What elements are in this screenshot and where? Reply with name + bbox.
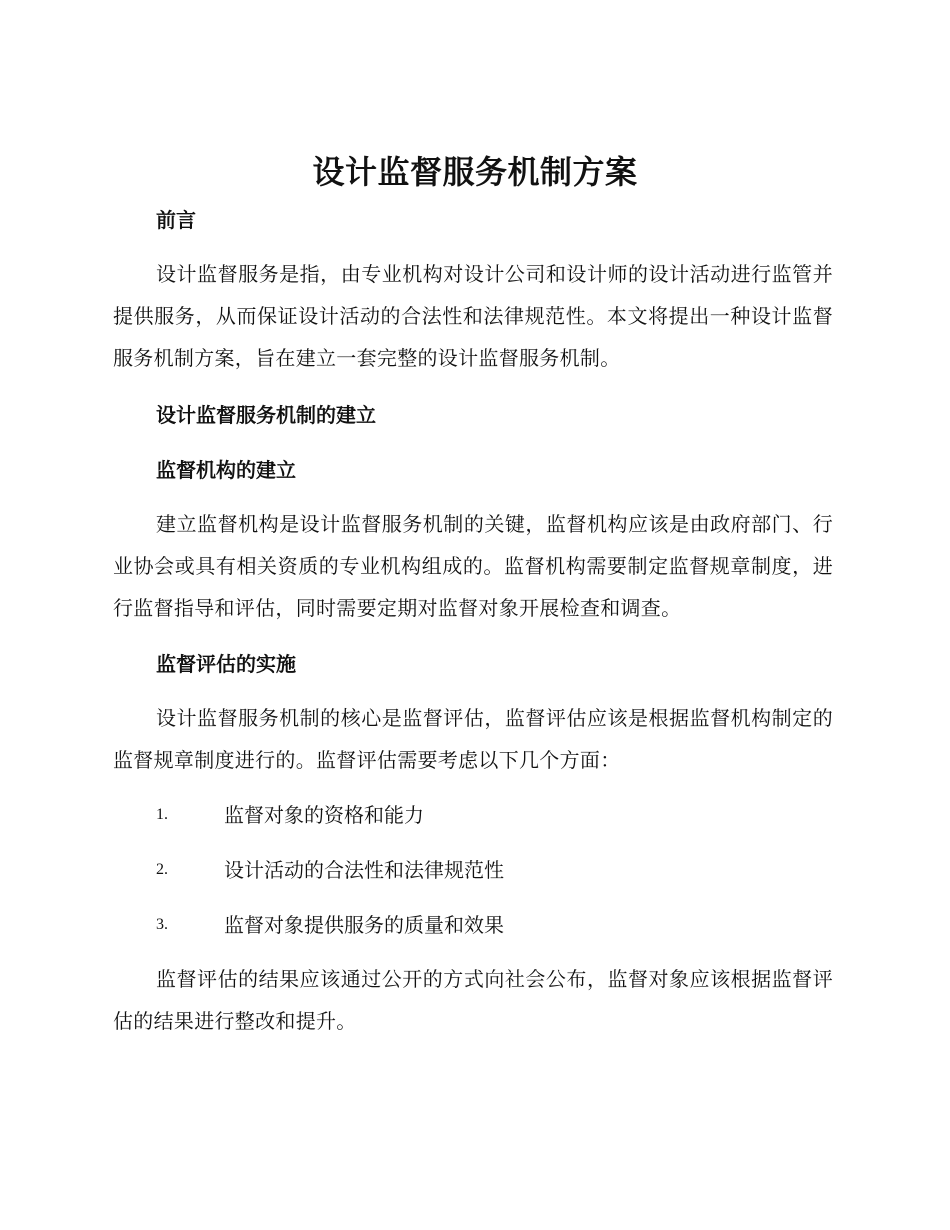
heading-evaluation: 监督评估的实施 xyxy=(156,652,296,676)
paragraph-evaluation: 设计监督服务机制的核心是监督评估，监督评估应该是根据监督机构制定的监督规章制度进行的。监督评估需要考虑以下几个方面： xyxy=(113,706,833,772)
paragraph-results: 监督评估的结果应该通过公开的方式向社会公布，监督对象应该根据监督评估的结果进行整改和提升。 xyxy=(113,967,833,1033)
list-item-text: 设计活动的合法性和法律规范性 xyxy=(224,858,504,882)
paragraph-preface: 设计监督服务是指，由专业机构对设计公司和设计师的设计活动进行监管并提供服务，从而保证设计活动的合法性和法律规范性。本文将提出一种设计监督服务机制方案，旨在建立一套完整的设计监督服务机制。 xyxy=(113,262,833,370)
document-title: 设计监督服务机制方案 xyxy=(312,153,638,191)
heading-supervisory-body: 监督机构的建立 xyxy=(156,458,296,482)
list-item-text: 监督对象的资格和能力 xyxy=(224,803,424,827)
list-item-text: 监督对象提供服务的质量和效果 xyxy=(224,913,504,937)
list-item-number: 3. xyxy=(156,916,168,933)
list-item xyxy=(156,910,836,940)
heading-preface: 前言 xyxy=(156,208,196,232)
paragraph-supervisory-body: 建立监督机构是设计监督服务机制的关键，监督机构应该是由政府部门、行业协会或具有相关资质的专业机构组成的。监督机构需要制定监督规章制度，进行监督指导和评估，同时需要定期对监督对象开展检查和调查。 xyxy=(113,512,833,620)
list-item xyxy=(156,855,836,885)
list-item xyxy=(156,800,836,830)
list-item-number: 2. xyxy=(156,861,168,878)
list-item-number: 1. xyxy=(156,806,168,823)
heading-mechanism-establishment: 设计监督服务机制的建立 xyxy=(156,403,376,427)
